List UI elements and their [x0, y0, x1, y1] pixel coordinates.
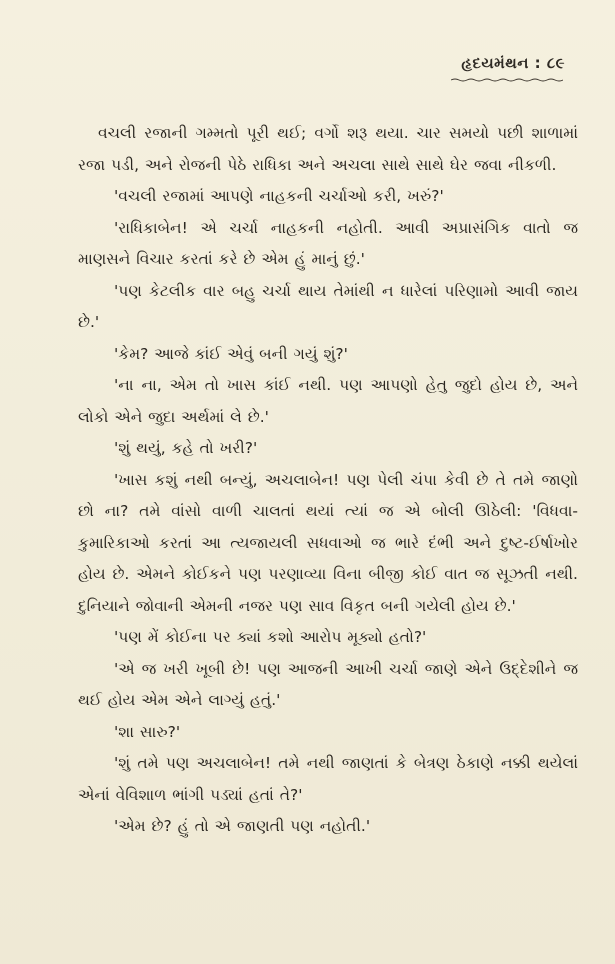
paragraph: 'એ જ ખરી ખૂબી છે! પણ આજની આખી ચર્ચા જાણે એને ઉદ્દેશીને જ થઈ હોય એમ એને લાગ્યું હતું.'	[78, 659, 578, 709]
paragraph: 'પણ મેં કોઈના પર ક્યાં કશો આરોપ મૂક્યો હતો?'	[114, 628, 427, 646]
body-text	[78, 118, 578, 843]
paragraph: 'વચલી રજામાં આપણે નાહકની ચર્ચાઓ કરી, ખરું?'	[114, 187, 444, 205]
paragraph: 'રાધિકાબેન! એ ચર્ચા નાહકની નહોતી. આવી અપ્રાસંગિક વાતો જ માણસને વિચાર કરતાં કરે છે એમ હું માનું છું.'	[78, 218, 578, 268]
paragraph: વચલી રજાની ગમ્મતો પૂરી થઈ; વર્ગો શરૂ થયા. ચાર સમયો પછી શાળામાં રજા પડી, અને રોજની પેઠે રાધિકા અને અચલા સાથે સાથે ઘેર જવા નીકળી.	[78, 124, 578, 174]
running-head: હૃદયમંથન : ૮૯	[461, 54, 565, 72]
paragraph: 'એમ છે? હું તો એ જાણતી પણ નહોતી.'	[114, 817, 371, 835]
paragraph: 'ખાસ કશું નથી બન્યું, અચલાબેન! પણ પેલી ચંપા કેવી છે તે તમે જાણો છો ના? તમે વાંસો વાળી ચાલતાં થયાં ત્યાં જ એ બોલી ઊઠેલી: 'વિધવા-કુમારિકાઓ કરતાં આ ત્યજાયલી સધવાઓ જ ભારે દંભી અને દુષ્ટ-ઈર્ષાખોર હોય છે. એમને કોઈકને પણ પરણાવ્યા વિના બીજી કોઈ વાત જ સૂઝતી નથી. દુનિયાને જોવાની એમની નજર પણ સાવ વિકૃત બની ગયેલી હોય છે.'	[78, 470, 578, 615]
paragraph: 'શું તમે પણ અચલાબેન! તમે નથી જાણતાં કે બેત્રણ ઠેકાણે નક્કી થયેલાં એનાં વેવિશાળ ભાંગી પડ્યાં હતાં તે?'	[78, 754, 578, 804]
decorative-wavy-rule	[451, 78, 563, 82]
paragraph: 'કેમ? આજે કાંઈ એવું બની ગયું શું?'	[114, 344, 348, 363]
paragraph: 'પણ કેટલીક વાર બહુ ચર્ચા થાય તેમાંથી ન ધારેલાં પરિણામો આવી જાય છે.'	[78, 281, 578, 331]
paragraph: 'ના ના, એમ તો ખાસ કાંઈ નથી. પણ આપણો હેતુ જુદો હોય છે, અને લોકો એને જુદા અર્થમાં લે છે.'	[78, 376, 578, 426]
paragraph: 'શું થયું, કહે તો ખરી?'	[114, 439, 258, 457]
paragraph: 'શા સારુ?'	[114, 722, 181, 741]
